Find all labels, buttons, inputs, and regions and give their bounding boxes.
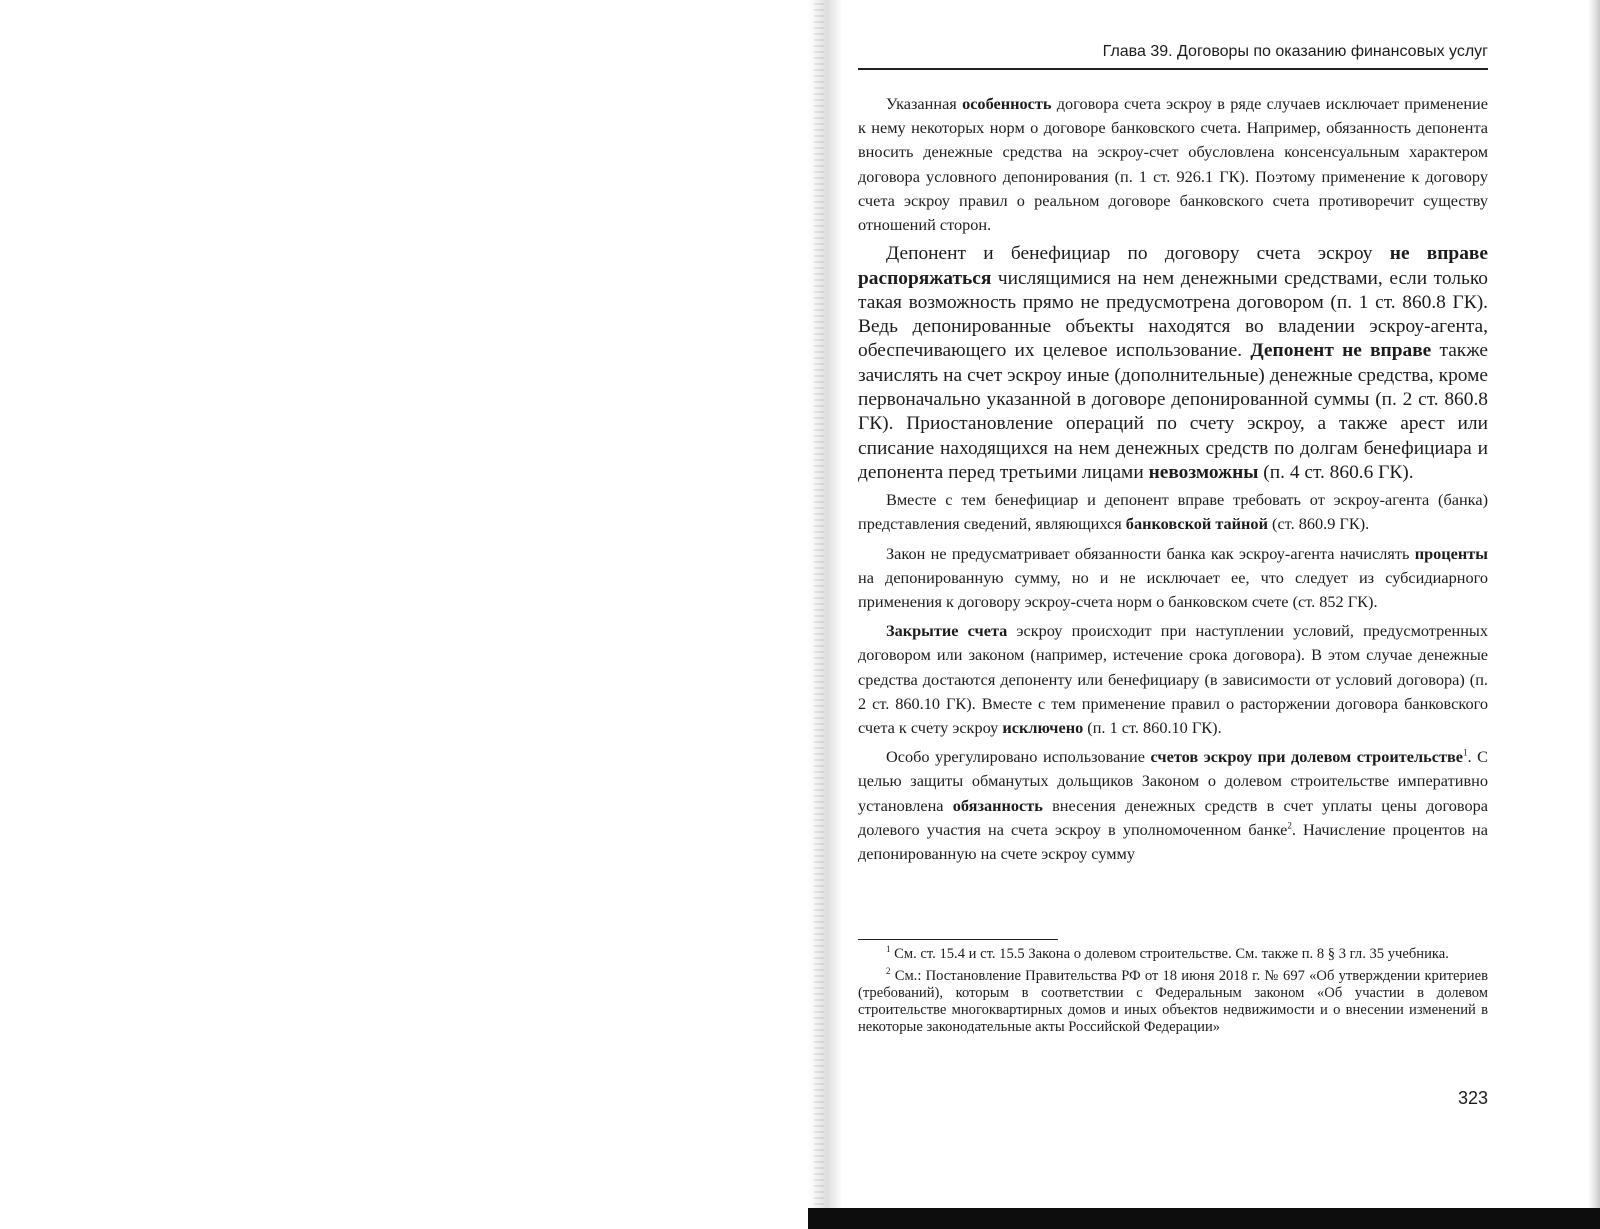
footnote-text: См. ст. 15.4 и ст. 15.5 Закона о долевом строительстве. См. также п. 8 § 3 гл. 35 учебника. — [890, 946, 1449, 962]
paragraph — [858, 488, 1488, 536]
text-run: (п. 4 ст. 860.6 ГК). — [1258, 461, 1414, 483]
text-run: Вместе с тем бенефициар и депонент вправе требовать от эскроу-агента (банка) представления сведений, являющихся — [858, 490, 1488, 534]
paragraph — [858, 619, 1488, 740]
bold-term: проценты — [1414, 543, 1488, 563]
bold-term: Закрытие счета — [886, 621, 1008, 641]
bold-term: банковской тайной — [1125, 514, 1268, 534]
text-run: внесения денежных средств в счет уплаты цены договора долевого участия на счета эскроу в уполномоченном банке — [858, 795, 1488, 839]
footnote-mark: 2 — [886, 966, 891, 977]
footnote — [858, 946, 1488, 963]
book-spine-shadow — [808, 0, 842, 1229]
paragraph — [858, 745, 1488, 866]
paragraph — [858, 542, 1488, 615]
text-run: договора счета эскроу в ряде случаев исключает применение к нему некоторых норм о договоре банковского счета. Например, обязанность депонента вносить денежные средства на эскроу-счет обусловлена консенсуальным характером договора условного депонирования (п. 1 ст. 926.1 ГК). Поэтому применение к договору счета эскроу правил о реальном договоре банковского счета противоречит существу отношений сторон. — [858, 94, 1488, 235]
footnote — [858, 968, 1488, 1036]
bold-term: невозможны — [1148, 461, 1259, 483]
text-run: Указанная — [886, 94, 963, 113]
footnote-mark: 1 — [886, 944, 891, 955]
scan-bottom-band — [808, 1208, 1600, 1229]
bold-term: не вправе распоряжаться — [858, 243, 1488, 289]
running-title: Глава 39. Договоры по оказанию финансовых услуг — [1102, 43, 1488, 60]
text-run: эскроу происходит при наступлении условий, предусмотренных договором или законом (например, истечение срока договора). В этом случае денежные средства достаются депоненту или бенефициару (в зависимости от условий договора) (п. 2 ст. 860.10 ГК). Вместе с тем применение правил о расторжении договора банковского счета к счету эскроу — [858, 621, 1488, 738]
text-run: на депонированную сумму, но и не исключает ее, что следует из субсидиарного применения к договору эскроу-счета норм о банковском счете (ст. 852 ГК). — [858, 567, 1488, 611]
footnote-ref: 1 — [1462, 747, 1468, 758]
running-header — [858, 40, 1488, 70]
text-run: Закон не предусматривает обязанности банка как эскроу-агента начислять — [886, 543, 1415, 563]
body-text — [858, 92, 1488, 871]
text-run: (ст. 860.9 ГК). — [1267, 514, 1370, 534]
footnotes — [858, 946, 1488, 1041]
page-number: 323 — [1457, 1088, 1488, 1108]
text-run: числящимися на нем денежными средствами, если только такая возможность прямо не предусмотрена договором (п. 1 ст. 860.8 ГК). Ведь депонированные объекты находятся во владении эскроу-агента, обеспечивающего их целевое использование. — [858, 267, 1488, 362]
text-run: . Начисление процентов на депонированную на счете эскроу сумму — [858, 819, 1488, 864]
bold-term: исключено — [1002, 718, 1084, 738]
bold-term: особенность — [962, 94, 1052, 113]
paragraph — [858, 92, 1488, 237]
bold-term: обязанность — [952, 795, 1043, 815]
bold-term: счетов эскроу при долевом строительстве — [1150, 747, 1463, 767]
text-run: Особо урегулировано использование — [886, 747, 1151, 767]
footnote-ref: 2 — [1287, 820, 1292, 831]
text-run: Депонент и бенефициар по договору счета эскроу — [886, 243, 1390, 265]
text-run: . С целью защиты обманутых дольщиков Законом о долевом строительстве императивно установлена — [858, 747, 1488, 815]
paragraph — [858, 242, 1488, 485]
text-run: также зачислять на счет эскроу иные (дополнительные) денежные средства, кроме первоначально указанной в договоре депонированной суммы (п. 2 ст. 860.8 ГК). Приостановление операций по счету эскроу, а также арест или списание находящихся на нем денежных средств по долгам бенефициара и депонента перед третьими лицами — [858, 340, 1488, 483]
footnote-separator — [858, 939, 1058, 940]
text-run: (п. 1 ст. 860.10 ГК). — [1083, 718, 1222, 738]
bold-term: Депонент не вправе — [1250, 340, 1432, 362]
footnote-text: См.: Постановление Правительства РФ от 18 июня 2018 г. № 697 «Об утверждении критериев (требований), которым в соответствии с Федеральным законом «Об участии в долевом строительстве многоквартирных домов и иных объектов недвижимости и о внесении изменений в некоторые законодательные акты Российской Федерации» — [858, 968, 1488, 1035]
page-edge-shadow — [1588, 0, 1600, 1208]
